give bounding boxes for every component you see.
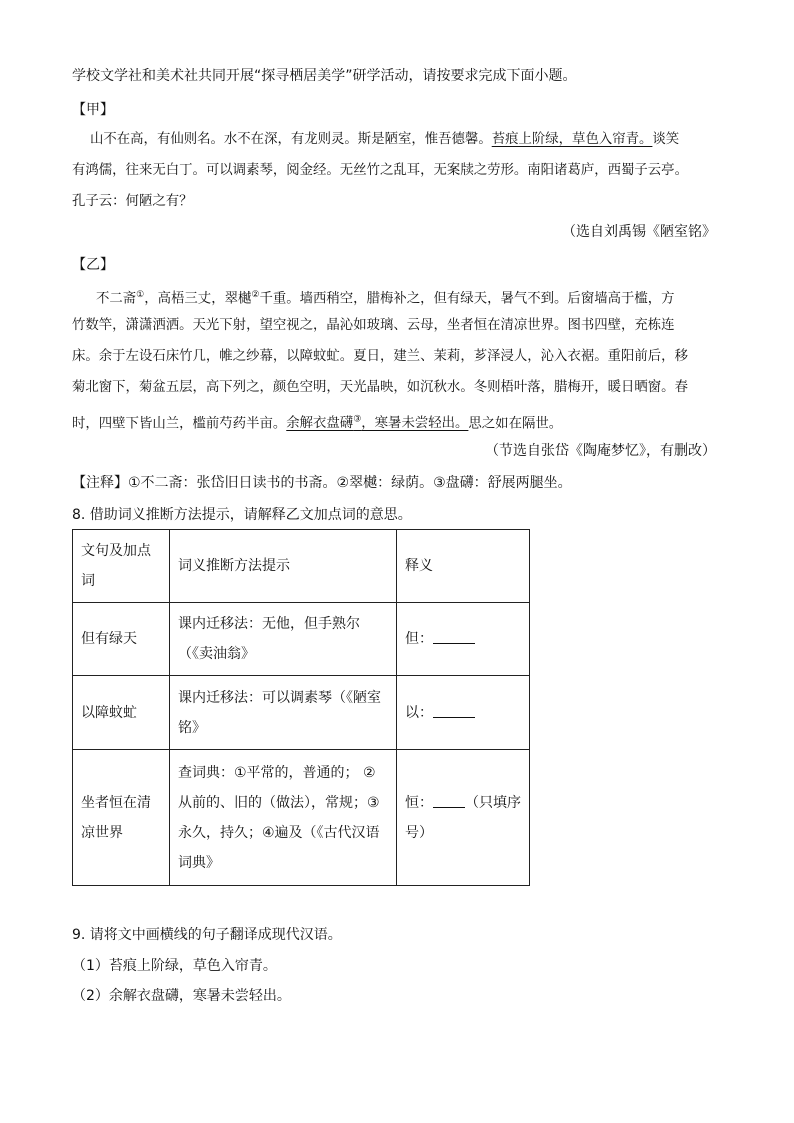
answer-blank[interactable] — [433, 703, 475, 718]
passage-yi-line-5: 时，四壁下皆山兰，槛前芍药半亩。余解衣盘礴③，寒暑未尝轻出。思之如在隔世。 — [72, 415, 563, 432]
table-cell-answer: 但： — [397, 603, 530, 676]
table-row — [73, 750, 530, 886]
answer-blank[interactable] — [433, 793, 465, 808]
question-9-prompt: 9. 请将文中画横线的句子翻译成现代汉语。 — [72, 927, 342, 943]
question-9-item: （1）苔痕上阶绿，草色入帘青。 — [72, 958, 277, 974]
table-cell-answer: 以： — [397, 676, 530, 750]
passage-yi-line-2: 竹数竿，潇潇洒洒。天光下射，望空视之，晶沁如玻璃、云母，坐者恒在清凉世界。图书四壁，充栋连 — [72, 318, 675, 333]
passage-jia-line-1: 山不在高，有仙则名。水不在深，有龙则灵。斯是陋室，惟吾德馨。苔痕上阶绿，草色入帘青。谈笑 — [90, 132, 680, 147]
table-header: 释义 — [397, 530, 530, 603]
table-header: 词义推断方法提示 — [170, 530, 397, 603]
table-header: 文句及加点词 — [73, 530, 170, 603]
passage-yi-source: （节选自张岱《陶庵梦忆》，有删改） — [485, 443, 716, 459]
passage-yi-label: 【乙】 — [72, 257, 114, 273]
intro-text: 学校文学社和美术社共同开展“探寻栖居美学”研学活动，请按要求完成下面小题。 — [72, 68, 577, 84]
underlined-sentence: 苔痕上阶绿，草色入帘青。 — [491, 132, 653, 147]
underlined-sentence: 余解衣盘礴③，寒暑未尝轻出。 — [286, 415, 469, 432]
passage-yi-line-3: 床。余于左设石床竹几，帷之纱幕，以障蚊虻。夏日，建兰、茉莉，芗泽浸人，沁入衣裾。重阳前后，移 — [72, 349, 688, 364]
table-row — [73, 603, 530, 676]
table-cell-sentence: 坐者恒在清凉世界 — [73, 750, 170, 886]
passage-yi-line-1: 不二斋①，高梧三丈，翠樾②千重。墙西稍空，腊梅补之，但有绿天，暑气不到。后窗墙高于槛，方 — [96, 290, 675, 307]
table-row — [73, 676, 530, 750]
table-cell-sentence: 但有绿天 — [73, 603, 170, 676]
passage-jia-line-2: 有鸿儒，往来无白丁。可以调素琴，阅金经。无丝竹之乱耳，无案牍之劳形。南阳诸葛庐，西蜀子云亭。 — [72, 163, 688, 178]
passage-jia-line-3: 孔子云：何陋之有？ — [72, 194, 193, 209]
passage-jia-source: （选自刘禹锡《陋室铭》 — [562, 224, 716, 240]
table-cell-hint: 课内迁移法：无他，但手熟尔（《卖油翁》 — [170, 603, 397, 676]
notes: 【注释】①不二斋：张岱旧日读书的书斋。②翠樾：绿荫。③盘礴：舒展两腿坐。 — [72, 475, 572, 491]
table-cell-hint: 查词典：①平常的，普通的； ②从前的、旧的（做法），常规；③永久，持久；④遍及（《古代汉语词典》 — [170, 750, 397, 886]
passage-jia-label: 【甲】 — [72, 102, 114, 118]
passage-yi-line-4: 菊北窗下，菊盆五层，高下列之，颜色空明，天光晶映，如沉秋水。冬则梧叶落，腊梅开，暖日晒窗。春 — [72, 380, 688, 395]
table-cell-answer: 恒： （只填序号） — [397, 750, 530, 886]
table-header-row — [73, 530, 530, 603]
question-8-prompt: 8. 借助词义推断方法提示，请解释乙文加点词的意思。 — [72, 507, 412, 523]
question-8-table — [72, 529, 530, 886]
table-cell-sentence: 以障蚊虻 — [73, 676, 170, 750]
answer-blank[interactable] — [433, 629, 475, 644]
question-9-item: （2）余解衣盘礴，寒暑未尝轻出。 — [72, 988, 291, 1004]
table-cell-hint: 课内迁移法：可以调素琴（《陋室铭》 — [170, 676, 397, 750]
